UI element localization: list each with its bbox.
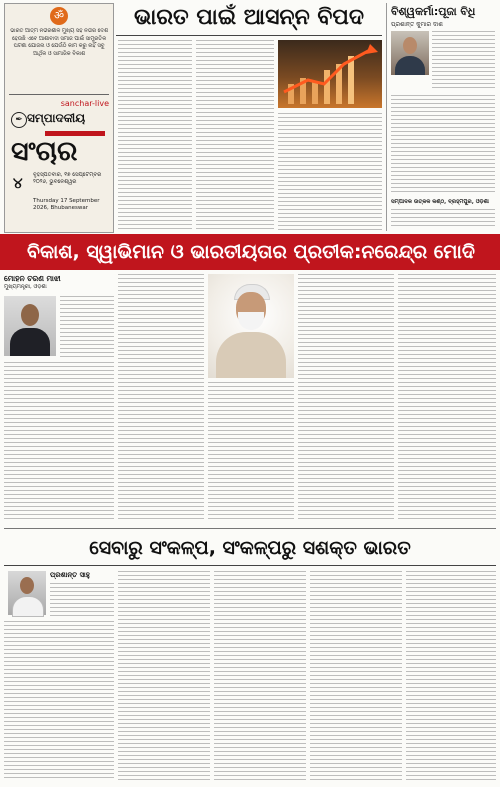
side-column-text-b xyxy=(391,95,495,195)
english-date: Thursday 17 September 2026, Bhubaneswar xyxy=(33,198,100,211)
bottom-article xyxy=(4,528,496,785)
side-column-contact: ସମ୍ପାଦକ ଉତ୍କଳ କଣ୍ଠ, ବ୍ରହ୍ମପୁର, ଓଡ଼ିଶା xyxy=(391,199,489,205)
website-label: sanchar-live xyxy=(60,99,109,108)
face-icon xyxy=(21,304,39,326)
bottom-col-1b xyxy=(4,621,114,781)
top-article xyxy=(116,3,382,231)
side-column-author: ପ୍ରଶାନ୍ତ କୁମାର ଦାଶ xyxy=(391,21,443,28)
top-article-col-2 xyxy=(196,40,274,230)
bottom-author-photo xyxy=(8,571,46,615)
bottom-col-4 xyxy=(310,571,402,781)
economy-chart-image xyxy=(278,40,382,108)
top-article-col-3 xyxy=(278,113,382,230)
middle-col-5 xyxy=(398,274,496,522)
author-photo xyxy=(391,31,429,75)
middle-article-author: ମୋହନ ଚରଣ ମାଝୀ xyxy=(4,274,61,283)
top-article-headline: ଭାରତ ପାଇଁ ଆସନ୍ନ ବିପଦ xyxy=(134,5,364,30)
beard-icon xyxy=(238,312,264,330)
top-article-col-1 xyxy=(118,40,192,230)
bottom-article-rule xyxy=(4,565,496,566)
middle-col-3b xyxy=(208,382,294,522)
banner-headline: ବିକାଶ, ସ୍ୱାଭିମାନ ଓ ଭାରତୀୟତାର ପ୍ରତୀକ:ନରେନ୍ଦ୍ର ମୋଦି xyxy=(27,241,475,263)
banner xyxy=(0,234,500,270)
om-logo-icon: ॐ xyxy=(50,7,68,25)
odia-date: ବୃହସ୍ପତିବାର, ୧୭ ସେପ୍ଟେମ୍ବର ୨୦୨୬, ଭୁବନେଶ୍ୱର xyxy=(33,172,102,185)
masthead xyxy=(4,3,114,233)
side-column-text-c xyxy=(391,209,495,227)
page-number: ୪ xyxy=(13,174,23,192)
face-icon xyxy=(20,577,34,594)
middle-col-4 xyxy=(298,274,394,522)
shoulders-icon xyxy=(216,332,286,378)
masthead-box-text: ଭାରତ ଆତ୍ମ ନିର୍ଭରଶୀଳ ମୁଖ୍ୟ ସହ ନିର୍ଭର ଦେଶ ହେଉଛି ଏବେ ଆଶାବାଦୀ ସମାଜ ପାଇଁ ସାମ୍ପ୍ରତିକ ଘଟଣା ଯୋଜନା ଓ ଯେଉଁଠି କାମ କରୁ ନାହିଁ ସବୁ ଆର୍ଥିକ ଓ ସାମାଜିକ ବିକାଶ xyxy=(10,28,108,57)
bottom-col-2 xyxy=(118,571,210,781)
middle-article xyxy=(4,274,496,524)
rising-arrow-icon xyxy=(278,40,382,108)
shoulders-icon xyxy=(10,328,50,356)
paper-name: ସଂଚାର xyxy=(11,136,78,167)
bottom-col-3 xyxy=(214,571,306,781)
face-icon xyxy=(403,37,417,54)
side-column xyxy=(386,3,497,231)
bottom-article-author: ପ୍ରଶାନ୍ତ ସାହୁ xyxy=(50,571,90,579)
middle-col-1b xyxy=(4,362,114,522)
side-column-headline: ବିଶ୍ୱକର୍ମା:ପୂଜା ବିଧି xyxy=(391,5,476,18)
cm-photo xyxy=(4,296,56,356)
shoulders-icon xyxy=(395,56,425,75)
middle-col-1a xyxy=(60,296,114,358)
top-article-rule xyxy=(116,35,382,36)
middle-col-2 xyxy=(118,274,204,522)
bottom-col-1a xyxy=(50,583,114,617)
masthead-divider xyxy=(9,94,109,95)
shoulders-icon xyxy=(12,596,44,617)
section-label: ସମ୍ପାଦକୀୟ xyxy=(27,111,86,125)
side-column-text-a xyxy=(432,31,495,91)
bottom-article-headline: ସେବାରୁ ସଂକଳ୍ପ, ସଂକଳ୍ପରୁ ସଶକ୍ତ ଭାରତ xyxy=(89,537,411,559)
modi-photo xyxy=(208,274,294,378)
pen-icon: ✒ xyxy=(11,112,27,128)
middle-article-author-role: ମୁଖ୍ୟମନ୍ତ୍ରୀ, ଓଡ଼ିଶା xyxy=(4,284,47,290)
bottom-col-5 xyxy=(406,571,496,781)
